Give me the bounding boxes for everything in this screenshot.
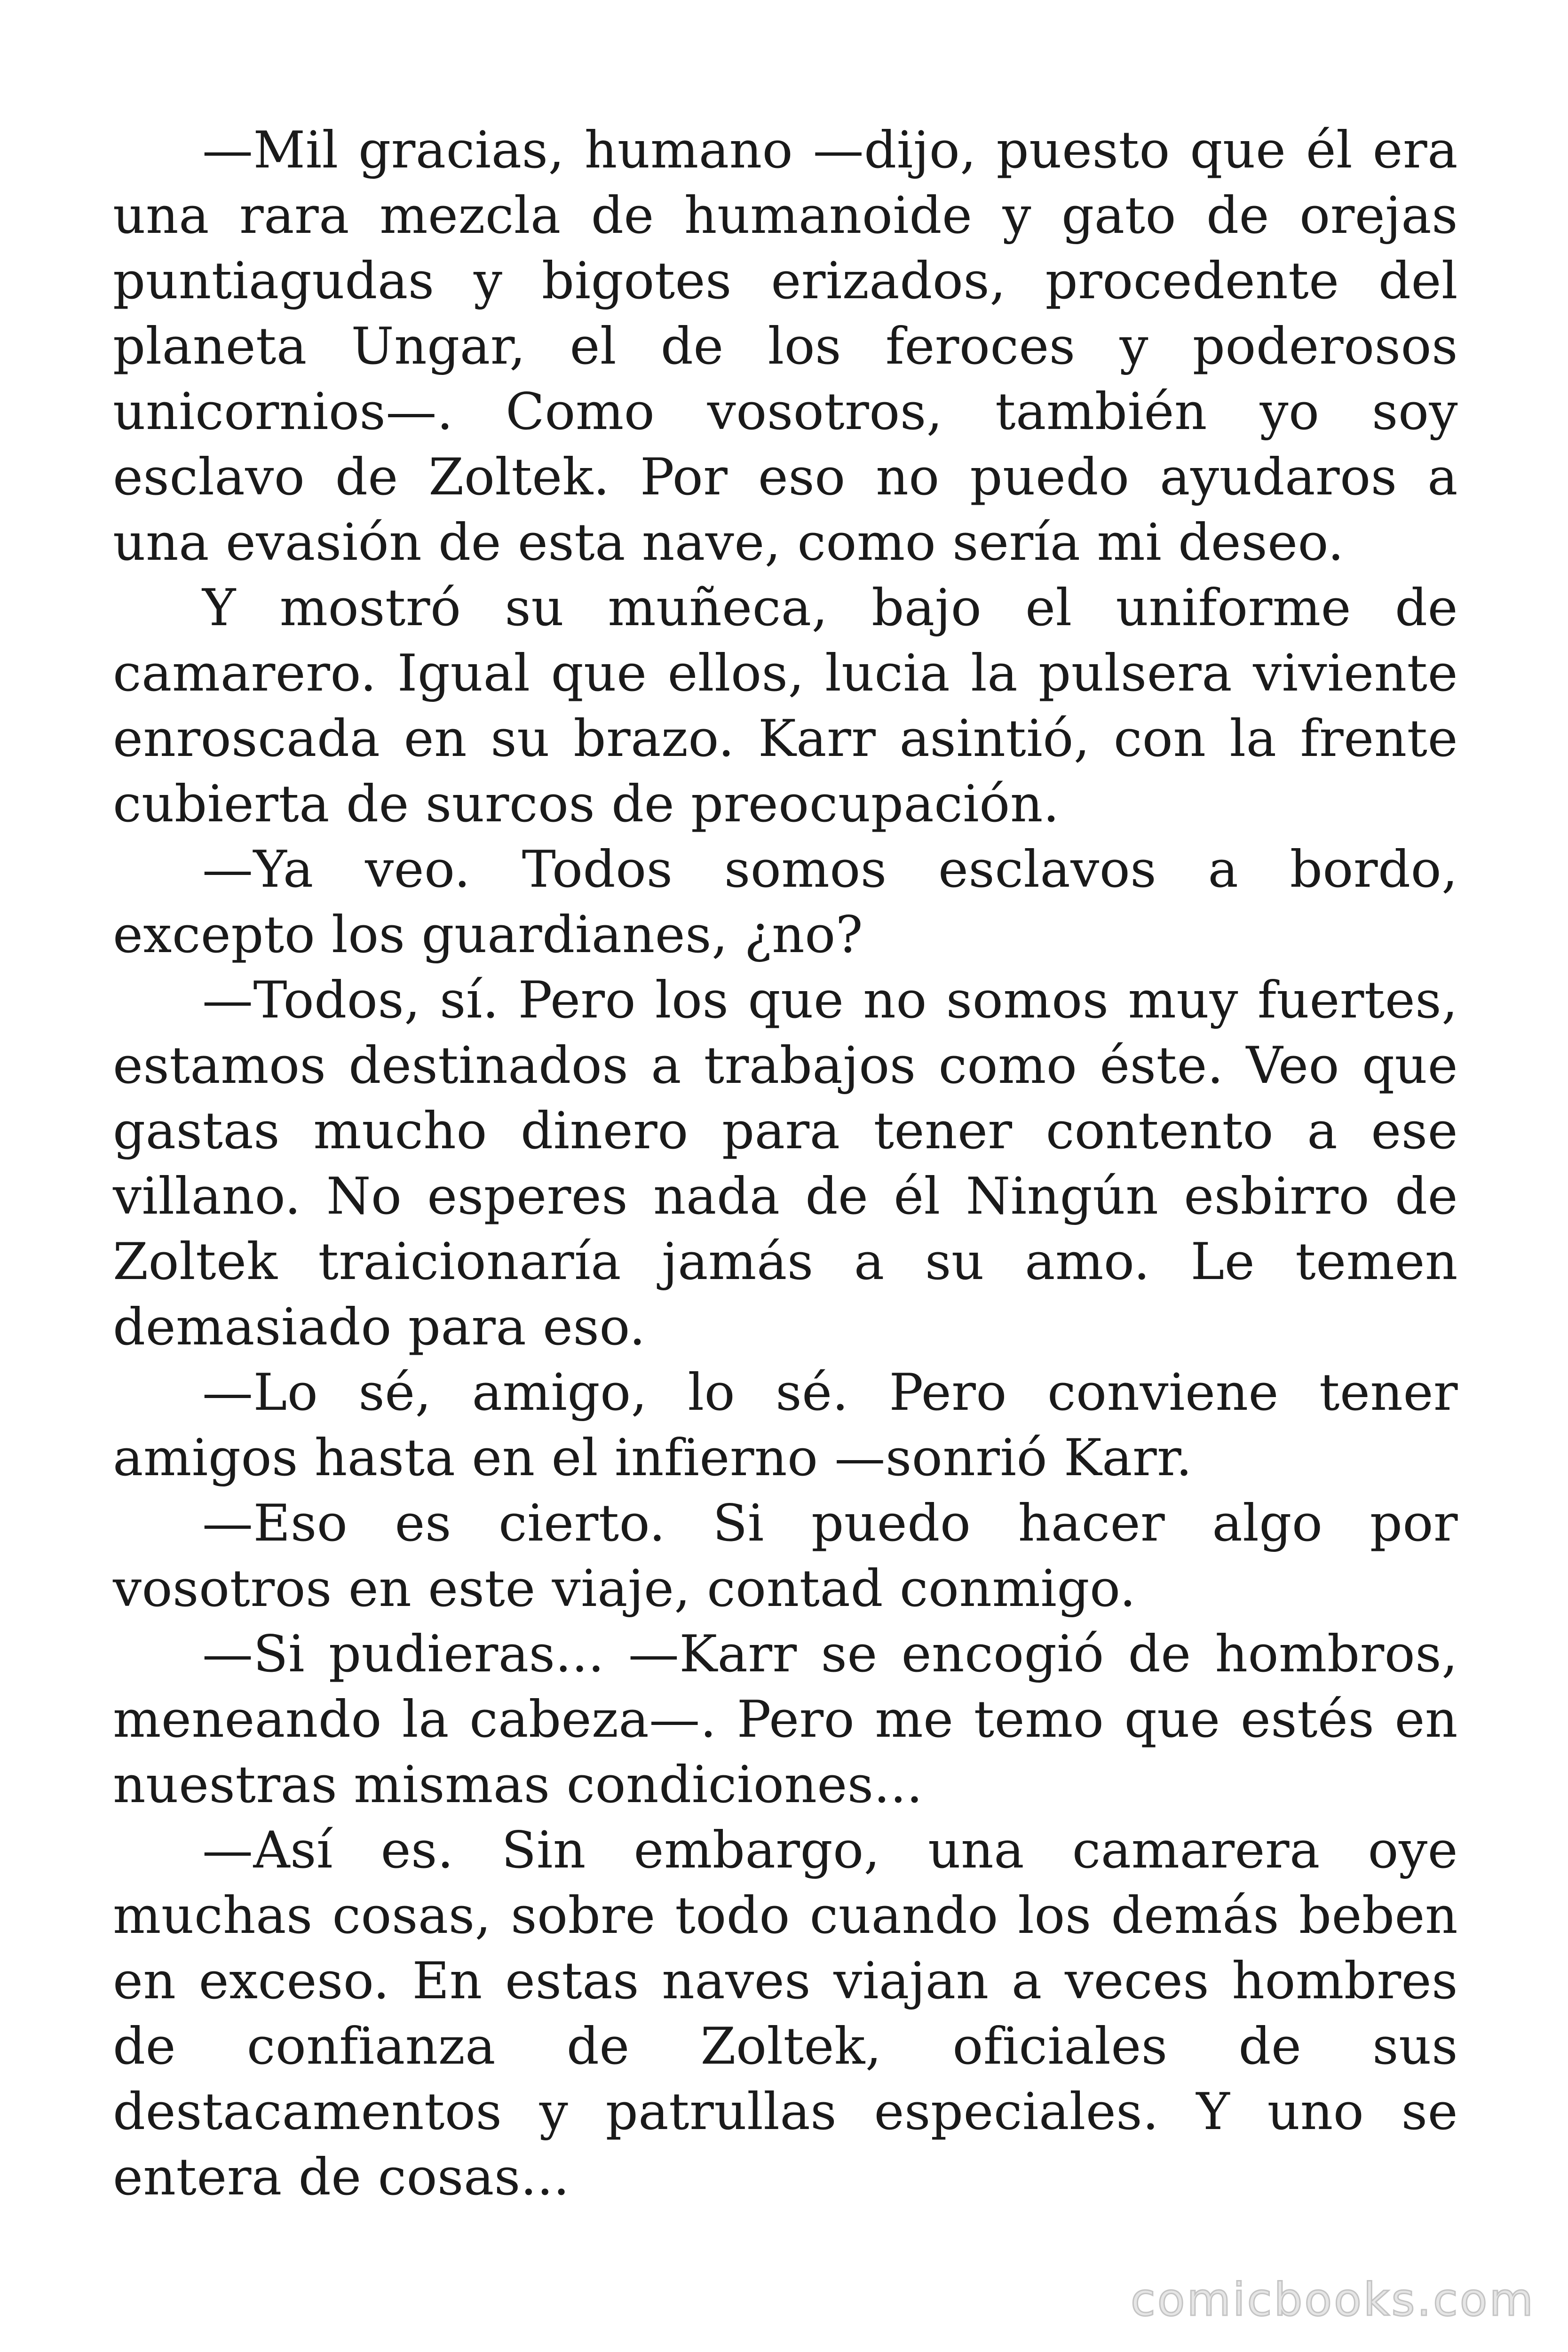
watermark: comicbooks.com: [1130, 2273, 1535, 2326]
paragraph: —Lo sé, amigo, lo sé. Pero conviene tener amigos hasta en el infierno —sonrió Karr.: [113, 1363, 1458, 1487]
paragraph: —Todos, sí. Pero los que no somos muy fuertes, estamos destinados a trabajos como éste. Veo que gastas mucho dinero para tener contento a ese villano. No esperes nada de él Ningún esbirro de Zoltek traicionaría jamás a su amo. Le temen demasiado para eso.: [113, 971, 1458, 1357]
paragraph: —Eso es cierto. Si puedo hacer algo por vosotros en este viaje, contad conmigo.: [113, 1494, 1458, 1618]
paragraph: —Mil gracias, humano —dijo, puesto que él era una rara mezcla de humanoide y gato de orejas puntiagudas y bigotes erizados, procedente del planeta Ungar, el de los feroces y poderosos unicornios—. Como vosotros, también yo soy esclavo de Zoltek. Por eso no puedo ayudaros a una evasión de esta nave, como sería mi deseo.: [113, 121, 1458, 572]
paragraph: —Si pudieras... —Karr se encogió de hombros, meneando la cabeza—. Pero me temo que estés en nuestras mismas condiciones...: [113, 1625, 1458, 1814]
paragraph: —Ya veo. Todos somos esclavos a bordo, excepto los guardianes, ¿no?: [113, 840, 1458, 964]
page-text: [113, 118, 1458, 2210]
paragraph: Y mostró su muñeca, bajo el uniforme de camarero. Igual que ellos, lucia la pulsera viviente enroscada en su brazo. Karr asintió, con la frente cubierta de surcos de preocupación.: [113, 579, 1458, 834]
paragraph: —Así es. Sin embargo, una camarera oye muchas cosas, sobre todo cuando los demás beben en exceso. En estas naves viajan a veces hombres de confianza de Zoltek, oficiales de sus destacamentos y patrullas especiales. Y uno se entera de cosas...: [113, 1821, 1458, 2207]
